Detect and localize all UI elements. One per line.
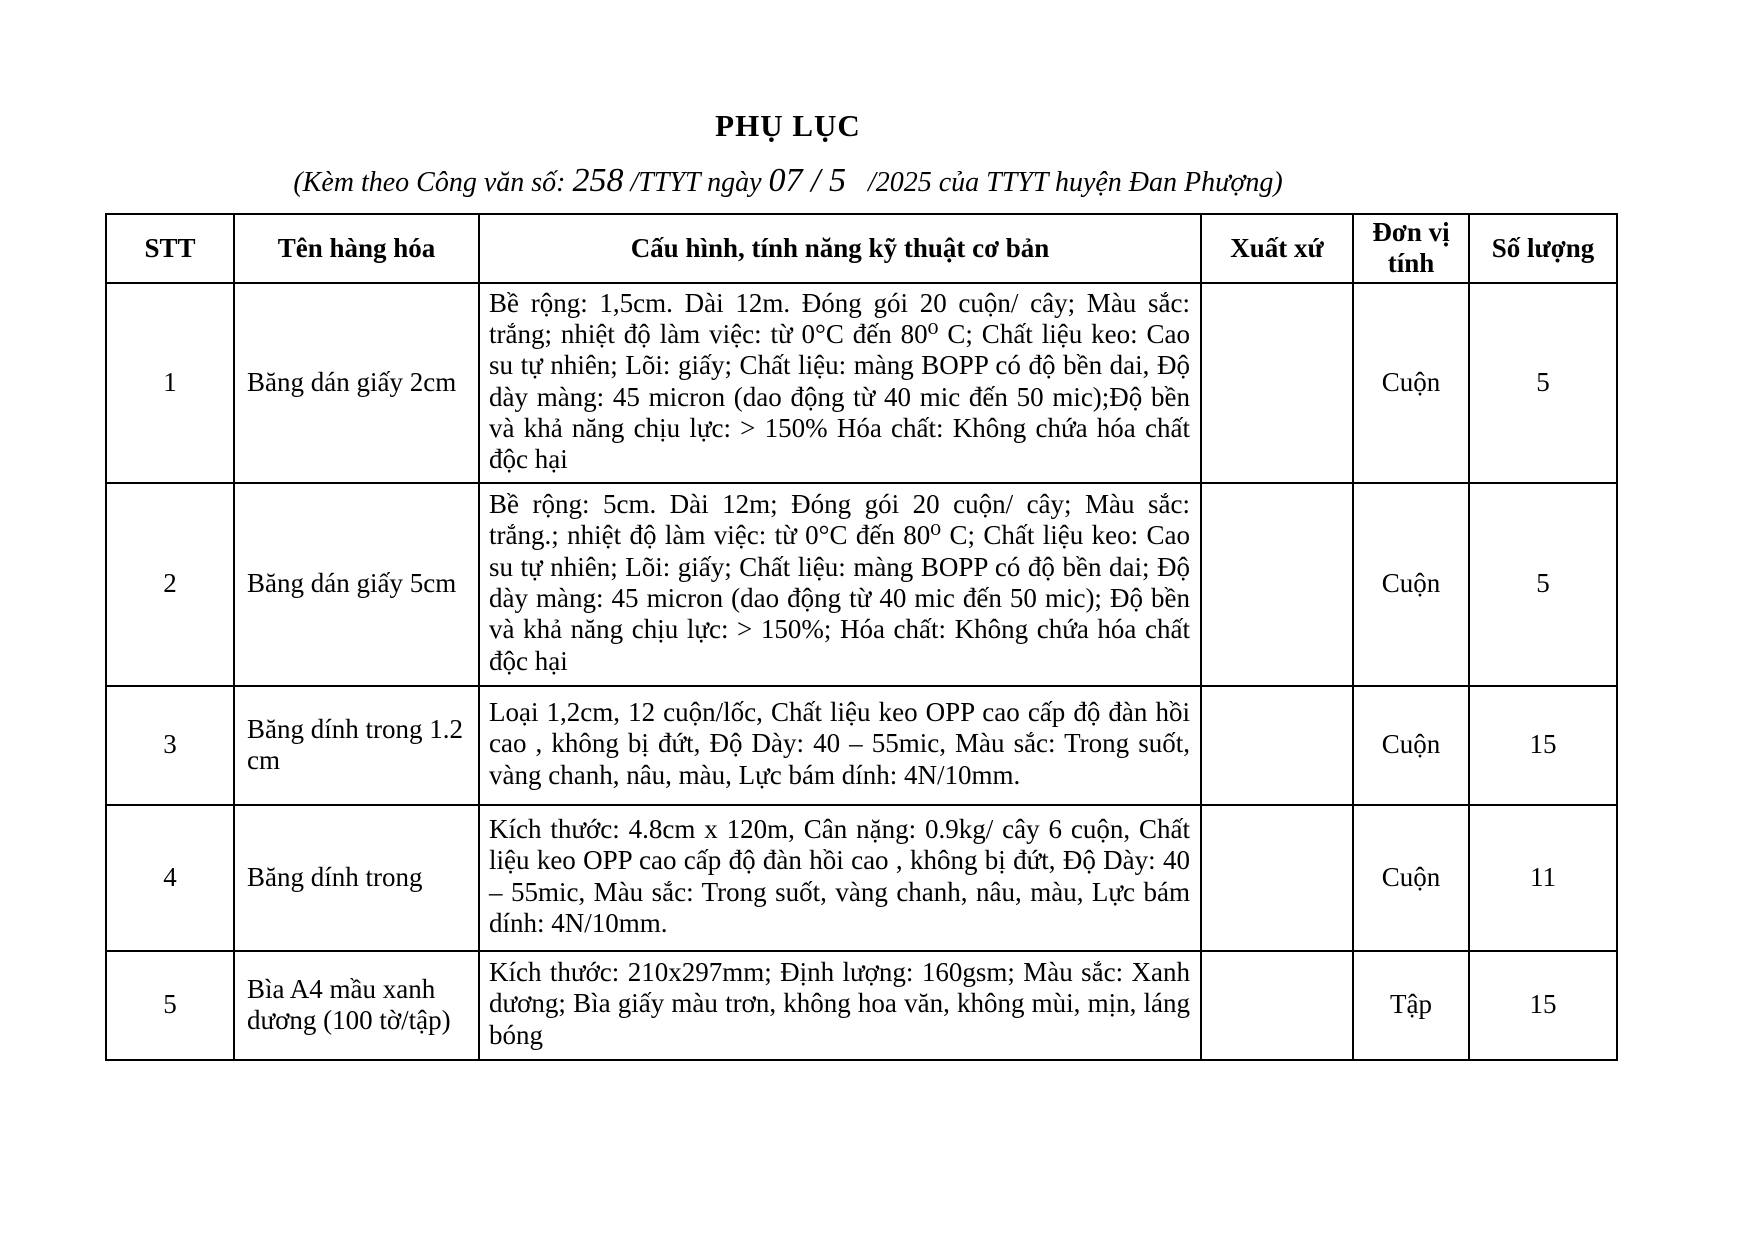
row5-stt: 5: [106, 951, 234, 1060]
page-subtitle: [105, 162, 1471, 200]
page-title: PHỤ LỤC: [715, 108, 861, 143]
row2-stt: 2: [106, 483, 234, 686]
subtitle-mid: /TTYT ngày: [623, 167, 769, 198]
subtitle-post: /2025 của TTYT huyện Đan Phượng): [867, 167, 1283, 198]
row3-stt: 3: [106, 686, 234, 805]
row2-name: Băng dán giấy 5cm: [234, 483, 479, 686]
subtitle-doc-number: 258: [572, 162, 624, 199]
row4-qty: 11: [1469, 805, 1617, 951]
row4-unit: Cuộn: [1353, 805, 1469, 951]
table-header-row: [106, 214, 1617, 283]
row1-unit: Cuộn: [1353, 283, 1469, 483]
row1-stt: 1: [106, 283, 234, 483]
document-header: [105, 108, 1471, 200]
row5-origin: [1201, 951, 1353, 1060]
header-stt: STT: [106, 214, 234, 283]
row4-name: Băng dính trong: [234, 805, 479, 951]
table-row: [106, 483, 1617, 686]
row1-origin: [1201, 283, 1353, 483]
header-origin: Xuất xứ: [1201, 214, 1353, 283]
row3-origin: [1201, 686, 1353, 805]
row3-unit: Cuộn: [1353, 686, 1469, 805]
row4-stt: 4: [106, 805, 234, 951]
row1-spec: Bề rộng: 1,5cm. Dài 12m. Đóng gói 20 cuộn/ cây; Màu sắc: trắng; nhiệt độ làm việc: từ 0°C đến 80⁰ C; Chất liệu keo: Cao su tự nhiên; Lõi: giấy; Chất liệu: màng BOPP có độ bền dai, Độ dày màng: 45 micron (dao động từ 40 mic đến 50 mic);Độ bền và khả năng chịu lực: > 150% Hóa chất: Không chứa hóa chất độc hại: [479, 283, 1201, 483]
row2-unit: Cuộn: [1353, 483, 1469, 686]
header-unit: Đơn vị tính: [1353, 214, 1469, 283]
row4-origin: [1201, 805, 1353, 951]
header-name: Tên hàng hóa: [234, 214, 479, 283]
row5-unit: Tập: [1353, 951, 1469, 1060]
row2-spec: Bề rộng: 5cm. Dài 12m; Đóng gói 20 cuộn/ cây; Màu sắc: trắng.; nhiệt độ làm việc: từ 0°C đến 80⁰ C; Chất liệu keo: Cao su tự nhiên; Lõi: giấy; Chất liệu: màng BOPP có độ bền dai; Độ dày màng: 45 micron (dao động từ 40 mic đến 50 mic); Độ bền và khả năng chịu lực: > 150%; Hóa chất: Không chứa hóa chất độc hại: [479, 483, 1201, 686]
row4-spec: Kích thước: 4.8cm x 120m, Cân nặng: 0.9kg/ cây 6 cuộn, Chất liệu keo OPP cao cấp độ đàn hồi cao , không bị đứt, Độ Dày: 40 – 55mic, Màu sắc: Trong suốt, vàng chanh, nâu, màu, Lực bám dính: 4N/10mm.: [479, 805, 1201, 951]
header-spec: Cấu hình, tính năng kỹ thuật cơ bản: [479, 214, 1201, 283]
row3-qty: 15: [1469, 686, 1617, 805]
row5-spec: Kích thước: 210x297mm; Định lượng: 160gsm; Màu sắc: Xanh dương; Bìa giấy màu trơn, không hoa văn, không mùi, mịn, láng bóng: [479, 951, 1201, 1060]
row2-origin: [1201, 483, 1353, 686]
row1-qty: 5: [1469, 283, 1617, 483]
table-row: [106, 805, 1617, 951]
header-qty: Số lượng: [1469, 214, 1617, 283]
row5-qty: 15: [1469, 951, 1617, 1060]
subtitle-date: 07 / 5: [768, 162, 846, 199]
row3-name: Băng dính trong 1.2 cm: [234, 686, 479, 805]
table-row: [106, 283, 1617, 483]
table-row: [106, 686, 1617, 805]
table-row: [106, 951, 1617, 1060]
row5-name: Bìa A4 mầu xanh dương (100 tờ/tập): [234, 951, 479, 1060]
appendix-table: [105, 213, 1618, 1061]
row1-name: Băng dán giấy 2cm: [234, 283, 479, 483]
row2-qty: 5: [1469, 483, 1617, 686]
subtitle-pre: (Kèm theo Công văn số:: [293, 167, 573, 198]
row3-spec: Loại 1,2cm, 12 cuộn/lốc, Chất liệu keo OPP cao cấp độ đàn hồi cao , không bị đứt, Độ Dày: 40 – 55mic, Màu sắc: Trong suốt, vàng chanh, nâu, màu, Lực bám dính: 4N/10mm.: [479, 686, 1201, 805]
